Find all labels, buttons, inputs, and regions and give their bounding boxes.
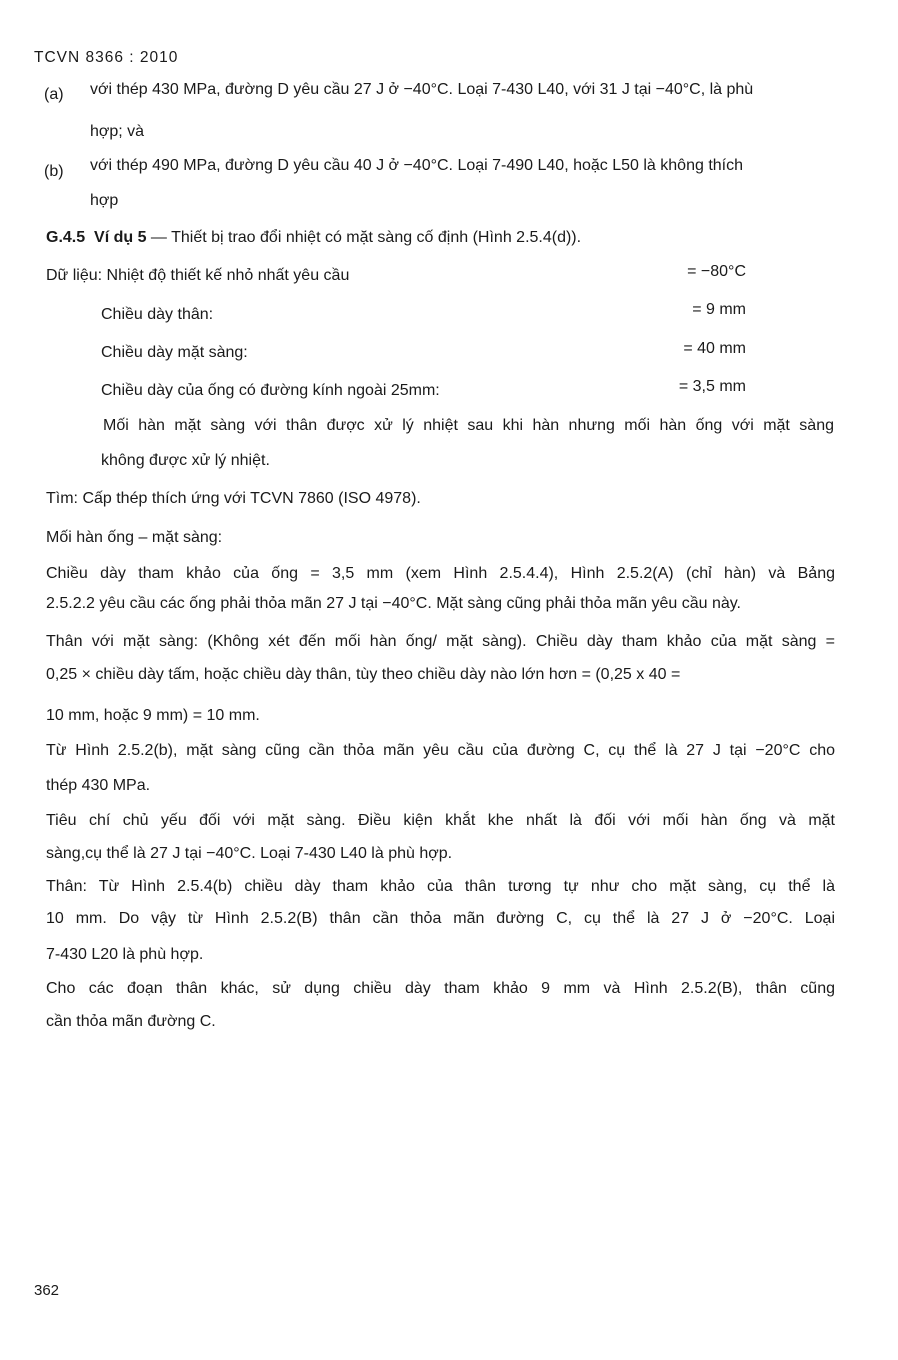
list-item-a-line1: với thép 430 MPa, đường D yêu cầu 27 J ở −40°C. Loại 7-430 L40, với 31 J tại −40°C, là phù [90, 81, 754, 98]
note-line2: không được xử lý nhiệt. [101, 452, 270, 469]
data-label-shell-thickness: Chiều dày thân: [101, 306, 214, 323]
page-number: 362 [34, 1282, 60, 1299]
list-marker-a: (a) [44, 86, 64, 103]
note-line1: Mối hàn mặt sàng với thân được xử lý nhiệt sau khi hàn nhưng mối hàn ống với mặt sàng [103, 417, 834, 434]
data-value-shell-thickness: = 9 mm [692, 301, 746, 318]
para2-line2: 0,25 × chiều dày tấm, hoặc chiều dày thân, tùy theo chiều dày nào lớn hơn = (0,25 x 40 = [46, 666, 681, 683]
para2-line1: Thân với mặt sàng: (Không xét đến mối hàn ống/ mặt sàng). Chiều dày tham khảo của mặt sàng = [46, 633, 835, 650]
data-value-min-temp: = −80°C [687, 263, 746, 280]
data-value-tubesheet-thickness: = 40 mm [683, 340, 746, 357]
list-marker-b: (b) [44, 163, 64, 180]
para6-line2: cần thỏa mãn đường C. [46, 1013, 216, 1030]
example-heading [46, 228, 581, 248]
data-label-tube-thickness: Chiều dày của ống có đường kính ngoài 25mm: [101, 382, 440, 399]
find-statement: Tìm: Cấp thép thích ứng với TCVN 7860 (ISO 4978). [46, 490, 421, 507]
para1-line1: Chiều dày tham khảo của ống = 3,5 mm (xem Hình 2.5.4.4), Hình 2.5.2(A) (chỉ hàn) và Bảng [46, 565, 835, 582]
para1-line2: 2.5.2.2 yêu cầu các ống phải thỏa mãn 27 J tại −40°C. Mặt sàng cũng phải thỏa mãn yêu cầu này. [46, 595, 741, 612]
data-label-min-temp: Dữ liệu: Nhiệt độ thiết kế nhỏ nhất yêu cầu [46, 267, 350, 284]
para3-line2: thép 430 MPa. [46, 777, 151, 794]
data-label-tubesheet-thickness: Chiều dày mặt sàng: [101, 344, 248, 361]
para4-line1: Tiêu chí chủ yếu đối với mặt sàng. Điều kiện khắt khe nhất là đối với mối hàn ống và mặt [46, 812, 835, 829]
tube-weld-heading: Mối hàn ống – mặt sàng: [46, 529, 223, 546]
para4-line2: sàng,cụ thể là 27 J tại −40°C. Loại 7-430 L40 là phù hợp. [46, 845, 453, 862]
para6-line1: Cho các đoạn thân khác, sử dụng chiều dày tham khảo 9 mm và Hình 2.5.2(B), thân cũng [46, 980, 835, 997]
para5-line3: 7-430 L20 là phù hợp. [46, 946, 204, 963]
list-item-b-line1: với thép 490 MPa, đường D yêu cầu 40 J ở −40°C. Loại 7-490 L40, hoặc L50 là không thích [90, 157, 743, 174]
list-item-b-line2: hợp [90, 192, 119, 209]
data-value-tube-thickness: = 3,5 mm [678, 378, 746, 395]
example-number: G.4.5 [46, 229, 86, 246]
para2-line3: 10 mm, hoặc 9 mm) = 10 mm. [46, 707, 260, 724]
document-header: TCVN 8366 : 2010 [34, 49, 179, 66]
example-title-bold: Ví dụ 5 [94, 229, 147, 246]
example-title-rest: — Thiết bị trao đổi nhiệt có mặt sàng cố định (Hình 2.5.4(d)). [146, 229, 582, 246]
para3-line1: Từ Hình 2.5.2(b), mặt sàng cũng cần thỏa mãn yêu cầu của đường C, cụ thể là 27 J tại −20°C cho [46, 742, 835, 759]
list-item-a-line2: hợp; và [90, 123, 145, 140]
para5-line2: 10 mm. Do vậy từ Hình 2.5.2(B) thân cần thỏa mãn đường C, cụ thể là 27 J ở −20°C. Loại [46, 910, 835, 927]
para5-line1: Thân: Từ Hình 2.5.4(b) chiều dày tham khảo của thân tương tự như cho mặt sàng, cụ thể là [46, 878, 835, 895]
